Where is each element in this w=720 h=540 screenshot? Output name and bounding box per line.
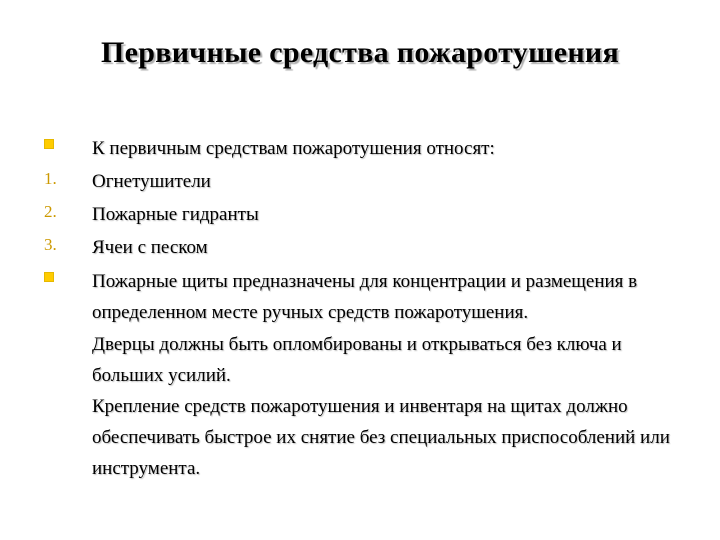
bullet-square-icon	[44, 266, 74, 287]
list-number: 2.	[44, 202, 57, 221]
list-item-text: Огнетушители	[92, 171, 211, 192]
list-number: 1.	[44, 169, 57, 188]
list-item-text: Пожарные гидранты	[92, 204, 259, 225]
slide-title: Первичные средства пожаротушения	[100, 36, 620, 69]
list-number: 3.	[44, 235, 57, 254]
list-item-text: Крепление средств пожаротушения и инвентаря на щитах должно обеспечивать быстрое их снятие без специальных приспособлений или инструмента.	[92, 396, 670, 479]
list-item-text: К первичным средствам пожаротушения относят:	[92, 138, 495, 159]
list-item-text: Дверцы должны быть опломбированы и открываться без ключа и больших усилий.	[92, 334, 622, 386]
list-item-text: Ячеи с песком	[92, 237, 208, 258]
list-item-text: Пожарные щиты предназначены для концентрации и размещения в определенном месте ручных средств пожаротушения.	[92, 271, 638, 323]
bullet-square-icon	[44, 133, 74, 154]
